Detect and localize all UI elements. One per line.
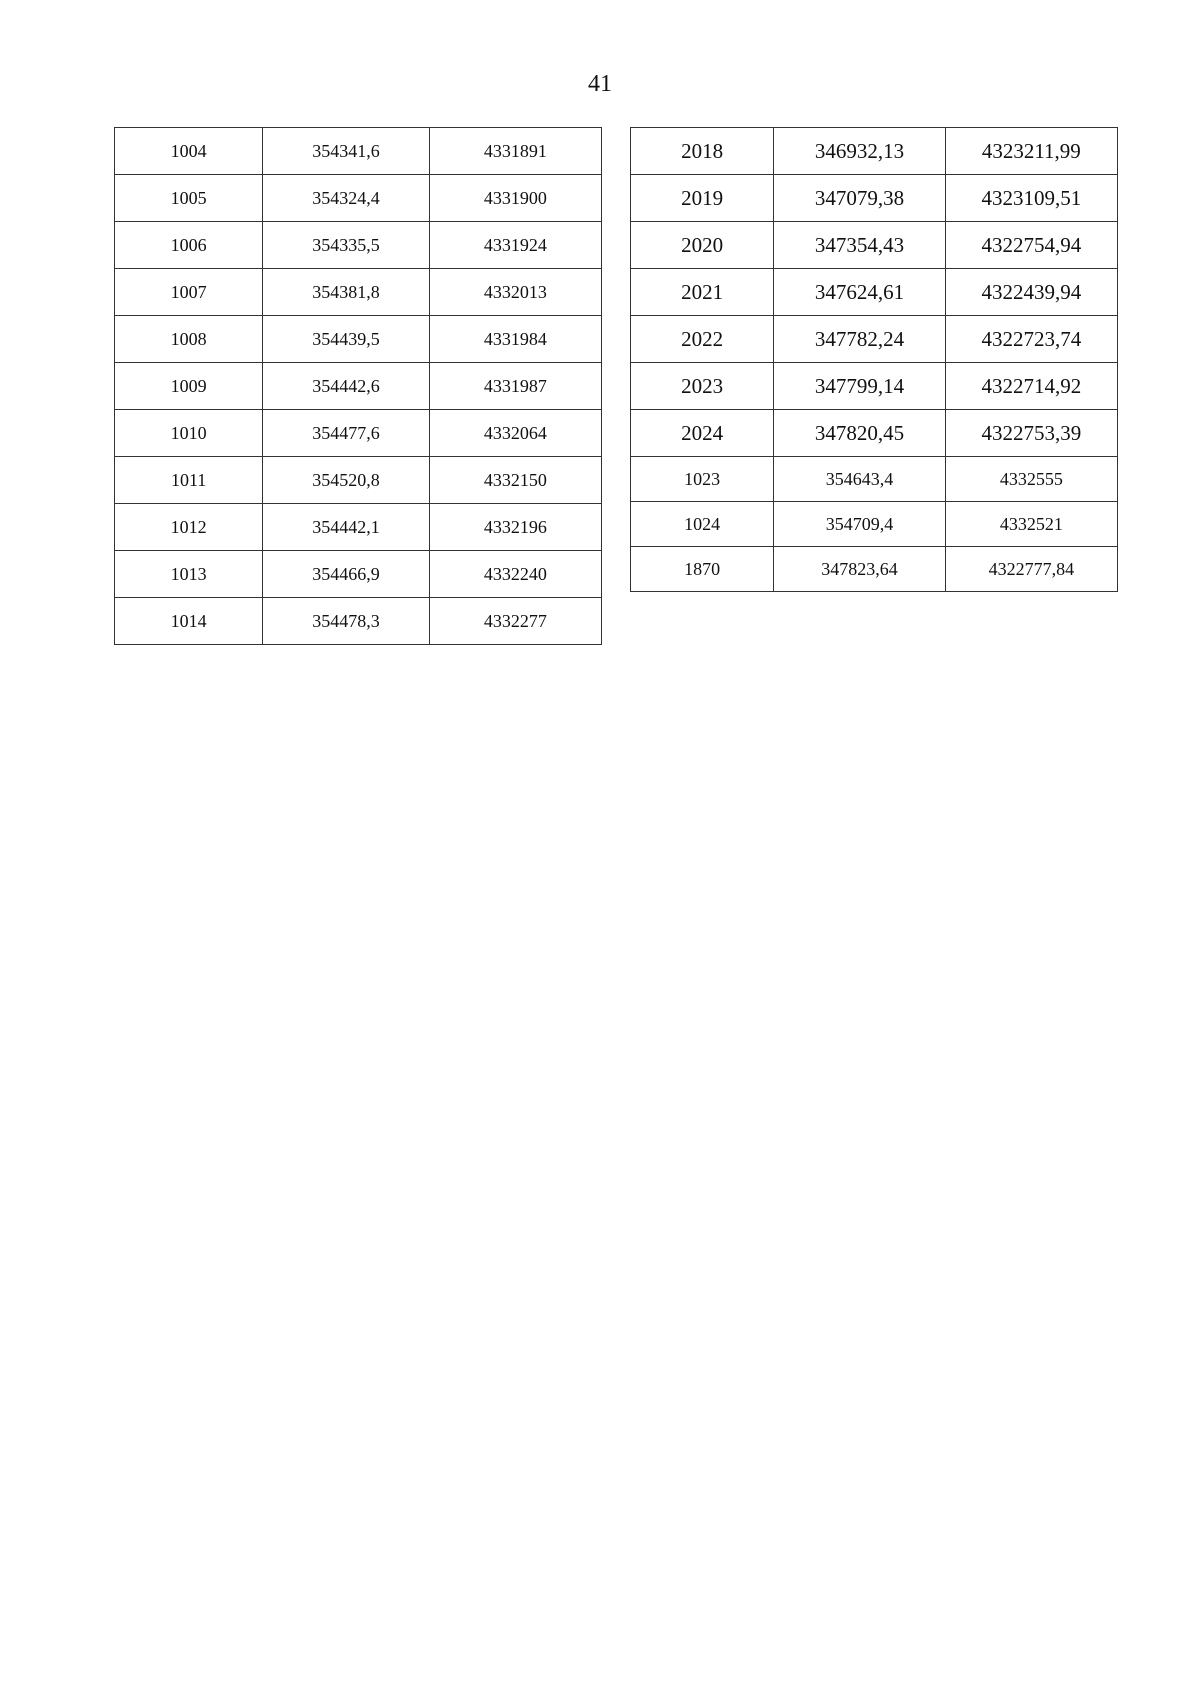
- y-coordinate-cell: 4331984: [429, 316, 601, 363]
- table-row: [115, 128, 602, 175]
- table-row: [115, 410, 602, 457]
- y-coordinate-cell: 4322777,84: [945, 547, 1117, 592]
- point-id-cell: 1870: [631, 547, 774, 592]
- x-coordinate-cell: 354381,8: [263, 269, 429, 316]
- table-row: [115, 316, 602, 363]
- point-id-cell: 1005: [115, 175, 263, 222]
- y-coordinate-cell: 4322439,94: [945, 269, 1117, 316]
- x-coordinate-cell: 347782,24: [774, 316, 945, 363]
- x-coordinate-cell: 354520,8: [263, 457, 429, 504]
- point-id-cell: 1014: [115, 598, 263, 645]
- y-coordinate-cell: 4331900: [429, 175, 601, 222]
- table-row: [631, 128, 1118, 175]
- point-id-cell: 1013: [115, 551, 263, 598]
- y-coordinate-cell: 4332150: [429, 457, 601, 504]
- coordinates-table-left: [114, 127, 602, 645]
- y-coordinate-cell: 4332064: [429, 410, 601, 457]
- point-id-cell: 2018: [631, 128, 774, 175]
- point-id-cell: 2020: [631, 222, 774, 269]
- coordinates-table-right: [630, 127, 1118, 592]
- table-row: [115, 363, 602, 410]
- table-row: [115, 269, 602, 316]
- table-row: [631, 502, 1118, 547]
- point-id-cell: 1011: [115, 457, 263, 504]
- y-coordinate-cell: 4331924: [429, 222, 601, 269]
- table-row: [631, 457, 1118, 502]
- point-id-cell: 2023: [631, 363, 774, 410]
- table-row: [115, 175, 602, 222]
- x-coordinate-cell: 354442,1: [263, 504, 429, 551]
- y-coordinate-cell: 4332277: [429, 598, 601, 645]
- x-coordinate-cell: 354478,3: [263, 598, 429, 645]
- x-coordinate-cell: 347079,38: [774, 175, 945, 222]
- point-id-cell: 2021: [631, 269, 774, 316]
- x-coordinate-cell: 354643,4: [774, 457, 945, 502]
- x-coordinate-cell: 354324,4: [263, 175, 429, 222]
- table-row: [631, 269, 1118, 316]
- x-coordinate-cell: 354335,5: [263, 222, 429, 269]
- point-id-cell: 1010: [115, 410, 263, 457]
- y-coordinate-cell: 4322753,39: [945, 410, 1117, 457]
- table-row: [115, 551, 602, 598]
- point-id-cell: 1004: [115, 128, 263, 175]
- y-coordinate-cell: 4332555: [945, 457, 1117, 502]
- point-id-cell: 1023: [631, 457, 774, 502]
- x-coordinate-cell: 354477,6: [263, 410, 429, 457]
- table-row: [631, 222, 1118, 269]
- y-coordinate-cell: 4332240: [429, 551, 601, 598]
- table-row: [631, 547, 1118, 592]
- page-number: 41: [588, 71, 612, 97]
- y-coordinate-cell: 4332196: [429, 504, 601, 551]
- table-row: [115, 457, 602, 504]
- table-row: [115, 222, 602, 269]
- x-coordinate-cell: 354341,6: [263, 128, 429, 175]
- x-coordinate-cell: 347354,43: [774, 222, 945, 269]
- point-id-cell: 1024: [631, 502, 774, 547]
- point-id-cell: 1009: [115, 363, 263, 410]
- point-id-cell: 2024: [631, 410, 774, 457]
- x-coordinate-cell: 347820,45: [774, 410, 945, 457]
- table-row: [631, 410, 1118, 457]
- x-coordinate-cell: 354439,5: [263, 316, 429, 363]
- point-id-cell: 2019: [631, 175, 774, 222]
- point-id-cell: 1006: [115, 222, 263, 269]
- y-coordinate-cell: 4332013: [429, 269, 601, 316]
- x-coordinate-cell: 347823,64: [774, 547, 945, 592]
- table-row: [631, 363, 1118, 410]
- y-coordinate-cell: 4323109,51: [945, 175, 1117, 222]
- table-row: [631, 316, 1118, 363]
- y-coordinate-cell: 4331891: [429, 128, 601, 175]
- table-row: [631, 175, 1118, 222]
- x-coordinate-cell: 354709,4: [774, 502, 945, 547]
- x-coordinate-cell: 347799,14: [774, 363, 945, 410]
- x-coordinate-cell: 354442,6: [263, 363, 429, 410]
- point-id-cell: 1008: [115, 316, 263, 363]
- point-id-cell: 1012: [115, 504, 263, 551]
- y-coordinate-cell: 4322723,74: [945, 316, 1117, 363]
- y-coordinate-cell: 4322754,94: [945, 222, 1117, 269]
- table-row: [115, 504, 602, 551]
- point-id-cell: 2022: [631, 316, 774, 363]
- x-coordinate-cell: 346932,13: [774, 128, 945, 175]
- table-row: [115, 598, 602, 645]
- y-coordinate-cell: 4332521: [945, 502, 1117, 547]
- y-coordinate-cell: 4331987: [429, 363, 601, 410]
- y-coordinate-cell: 4322714,92: [945, 363, 1117, 410]
- x-coordinate-cell: 354466,9: [263, 551, 429, 598]
- y-coordinate-cell: 4323211,99: [945, 128, 1117, 175]
- point-id-cell: 1007: [115, 269, 263, 316]
- x-coordinate-cell: 347624,61: [774, 269, 945, 316]
